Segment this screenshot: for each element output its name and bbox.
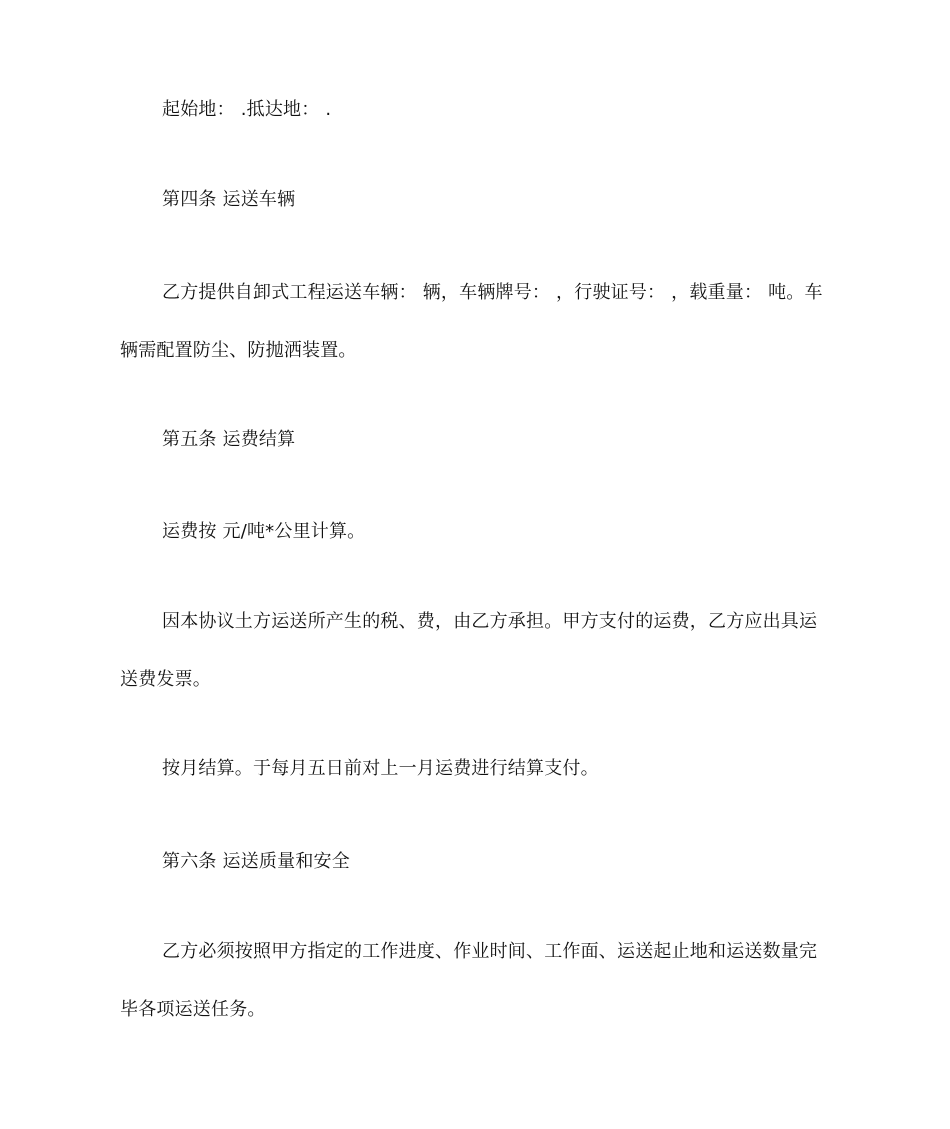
monthly-settlement-paragraph: 按月结算。于每月五日前对上一月运费进行结算支付。 (162, 758, 599, 779)
article-5-heading: 第五条 运费结算 (162, 429, 296, 450)
article-4-heading: 第四条 运送车辆 (162, 189, 296, 210)
article-6-heading: 第六条 运送质量和安全 (162, 851, 350, 872)
freight-rate-paragraph: 运费按 元/吨*公里计算。 (162, 521, 366, 542)
transport-duty-paragraph: 乙方必须按照甲方指定的工作进度、作业时间、工作面、运送起止地和运送数量完毕各项运送任务。 (120, 941, 818, 1020)
vehicle-paragraph: 乙方提供自卸式工程运送车辆： 辆，车辆牌号： ，行驶证号： ，载重量： 吨。车辆需配置防尘、防抛洒装置。 (120, 282, 823, 361)
tax-invoice-paragraph: 因本协议土方运送所产生的税、费，由乙方承担。甲方支付的运费，乙方应出具运送费发票。 (120, 611, 818, 690)
origin-destination-line: 起始地： .抵达地： . (162, 99, 332, 120)
